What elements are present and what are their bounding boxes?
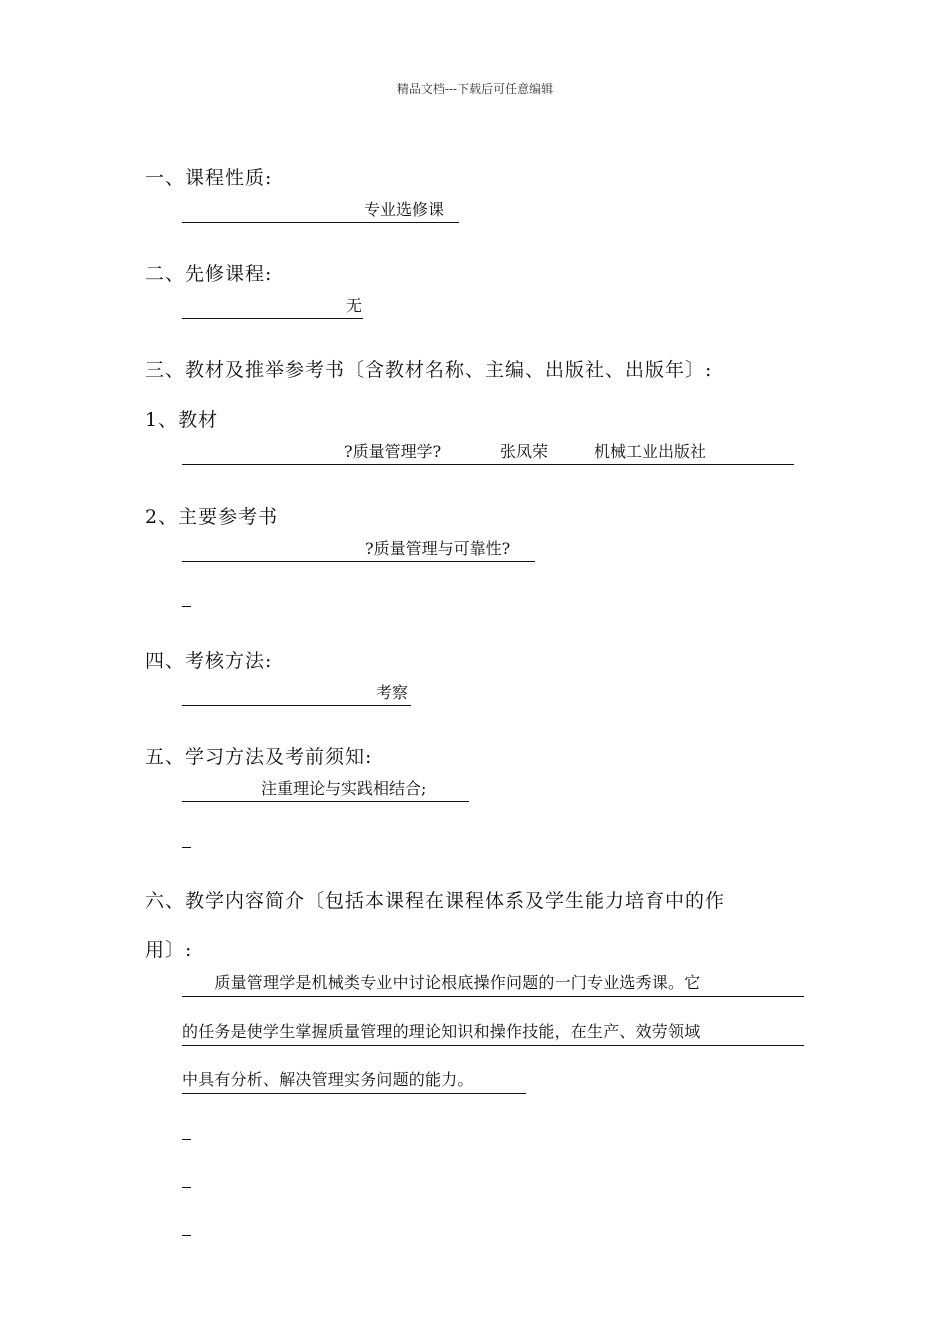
course-intro-line-3: 中具有分析、解决管理实务问题的能力。 (182, 1069, 526, 1094)
section-1-field (182, 200, 459, 223)
assessment-value: 考察 (376, 683, 409, 702)
section-3-sub-2: 2、主要参考书 (145, 506, 279, 528)
textbook-title: ?质量管理学? (344, 442, 442, 461)
course-nature-value: 专业选修课 (364, 200, 445, 219)
page-header: 精品文档---下载后可任意编辑 (396, 82, 554, 96)
section-3-sub-1: 1、教材 (145, 409, 219, 431)
textbook-editor: 张凤荣 (500, 442, 549, 461)
section-2-field (182, 296, 363, 319)
section-5-title: 五、学习方法及考前须知: (145, 746, 373, 768)
section-4-title: 四、考核方法: (145, 650, 273, 672)
section-6-title-line-2: 用〕: (145, 939, 193, 961)
section-3-title: 三、教材及推举参考书〔含教材名称、主编、出版社、出版年〕: (145, 359, 713, 381)
blank-line (182, 1138, 191, 1140)
textbook-field (182, 442, 794, 465)
section-6-title-line-1: 六、教学内容简介〔包括本课程在课程体系及学生能力培育中的作 (145, 890, 726, 912)
reference-book: ?质量管理与可靠性? (365, 539, 511, 558)
section-4-field (182, 683, 411, 706)
section-2-title: 二、先修课程: (145, 263, 273, 285)
course-intro-line-2: 的任务是使学生掌握质量管理的理论知识和操作技能，在生产、效劳领域 (182, 1021, 804, 1046)
reference-field (182, 539, 535, 562)
prerequisite-value: 无 (346, 296, 363, 315)
study-method-value: 注重理论与实践相结合; (261, 779, 427, 798)
blank-line (182, 846, 191, 848)
blank-line (182, 1234, 191, 1236)
section-1-title: 一、课程性质: (145, 167, 273, 189)
blank-line (182, 1186, 191, 1188)
textbook-publisher: 机械工业出版社 (594, 442, 707, 461)
course-intro-line-1: 质量管理学是机械类专业中讨论根底操作问题的一门专业选秀课。它 (182, 972, 804, 997)
blank-line (182, 605, 191, 607)
section-5-field (182, 779, 469, 802)
